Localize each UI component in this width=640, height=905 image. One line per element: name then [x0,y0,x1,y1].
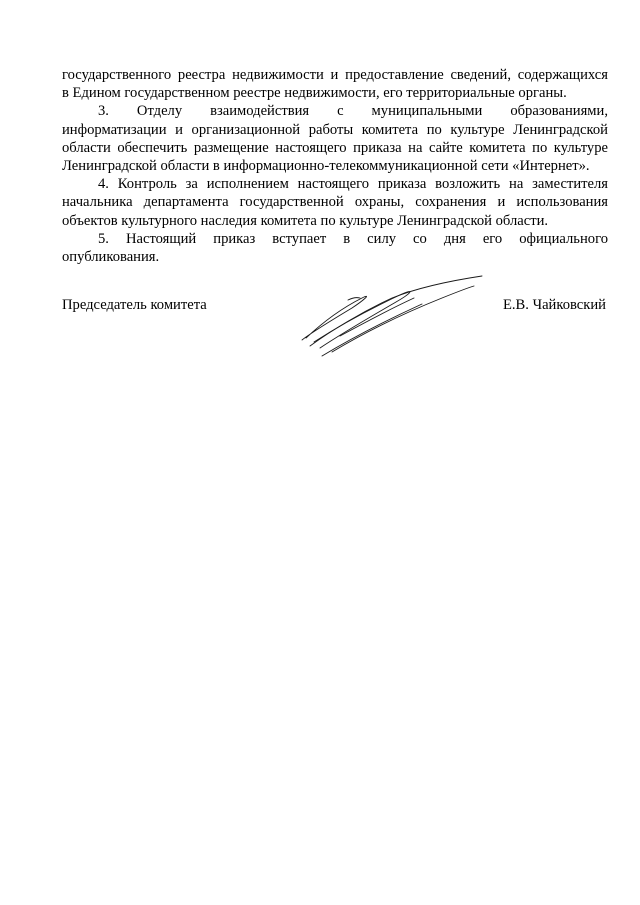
text-line: опубликования. [62,249,160,266]
paragraph-continuation [62,66,608,102]
text-line: области обеспечить размещение настоящего приказа на сайте комитета по культуре [62,139,608,156]
text-line: информатизации и организационной работы комитета по культуре Ленинградской [62,121,608,138]
paragraph-item-5 [62,230,608,266]
paragraph-item-3 [62,102,608,175]
text-line: Ленинградской области в информационно-телекоммуникационной сети «Интернет». [62,158,590,175]
text-line: начальника департамента государственной охраны, сохранения и использования [62,194,608,211]
text-line: 4. Контроль за исполнением настоящего приказа возложить на заместителя [98,176,608,193]
text-line: 5. Настоящий приказ вступает в силу со дня его официального [98,230,608,247]
signatory-name: Е.В. Чайковский [502,297,606,313]
text-line: в Едином государственном реестре недвижимости, его территориальные органы. [62,85,567,102]
text-line: государственного реестра недвижимости и предоставление сведений, содержащихся [62,67,608,83]
paragraph-item-4 [62,175,608,230]
signatory-title: Председатель комитета [62,297,207,313]
signature-block [62,296,608,320]
text-line: 3. Отделу взаимодействия с муниципальными образованиями, [98,103,608,120]
text-line: объектов культурного наследия комитета по культуре Ленинградской области. [62,212,549,229]
document-body [62,66,608,266]
